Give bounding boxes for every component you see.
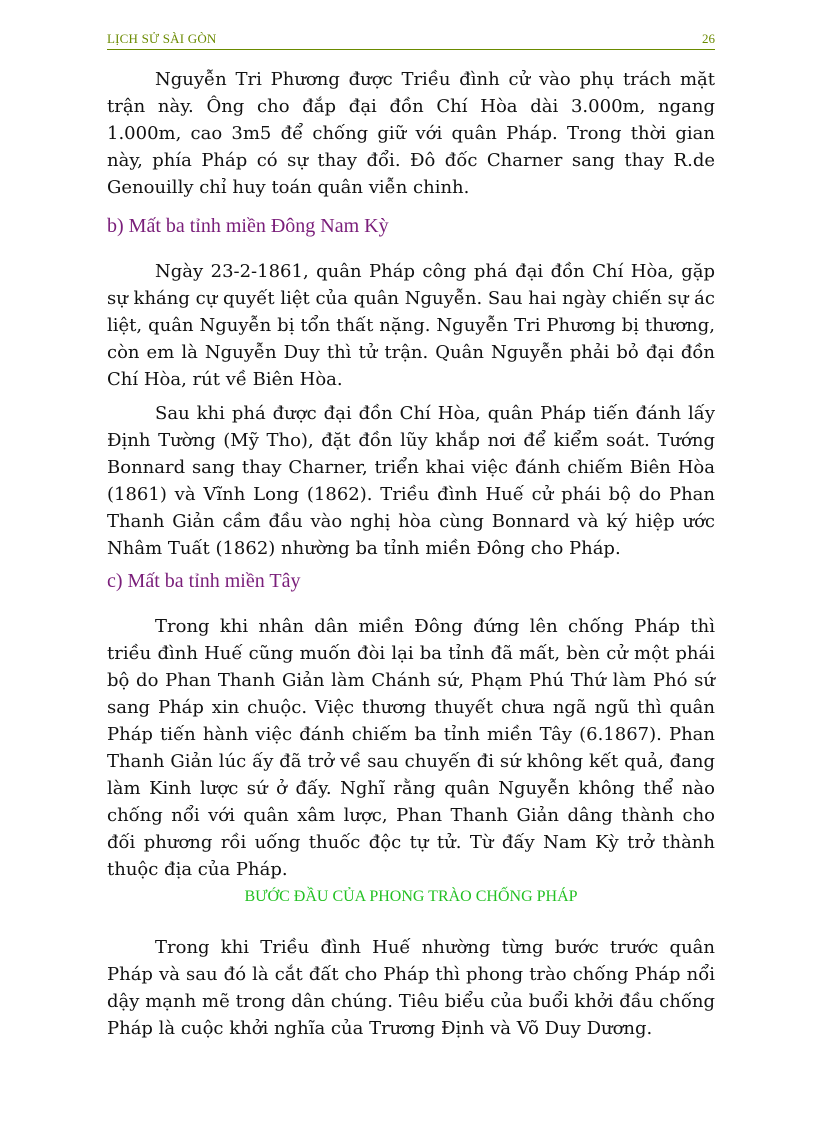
paragraph-mien-tay: Trong khi nhân dân miền Đông đứng lên chống Pháp thì triều đình Huế cũng muốn đòi lại ba tỉnh đã mất, bèn cử một phái bộ do Phan Thanh Giản làm Chánh sứ, Phạm Phú Thứ làm Phó sứ sang Pháp xin chuộc. Việc thương thuyết chưa ngã ngũ thì quân Pháp tiến hành việc đánh chiếm ba tỉnh miền Tây (6.1867). Phan Thanh Giản lúc ấy đã trở về sau chuyến đi sứ không kết quả, đang làm Kinh lược sứ ở đấy. Nghĩ rằng quân Nguyễn không thể nào chống nổi với quân xâm lược, Phan Thanh Giản dâng thành cho đối phương rồi uống thuốc độc tự tử. Từ đấy Nam Kỳ trở thành thuộc địa của Pháp. [107,616,715,880]
section-title: BƯỚC ĐẦU CỦA PHONG TRÀO CHỐNG PHÁP [244,888,578,905]
subheading-b: b) Mất ba tỉnh miền Đông Nam Kỳ [107,215,389,237]
paragraph-dinh-tuong: Sau khi phá được đại đồn Chí Hòa, quân Pháp tiến đánh lấy Định Tường (Mỹ Tho), đặt đồn lũy khắp nơi để kiểm soát. Tướng Bonnard sang thay Charner, triển khai việc đánh chiếm Biên Hòa (1861) và Vĩnh Long (1862). Triều đình Huế cử phái bộ do Phan Thanh Giản cầm đầu vào nghị hòa cùng Bonnard và ký hiệp ước Nhâm Tuất (1862) nhường ba tỉnh miền Đông cho Pháp. [107,403,715,559]
header-title: LỊCH SỬ SÀI GÒN [107,31,217,46]
paragraph-nguyen-tri-phuong: Nguyễn Tri Phương được Triều đình cử vào phụ trách mặt trận này. Ông cho đắp đại đồn Chí Hòa dài 3.000m, ngang 1.000m, cao 3m5 để chống giữ với quân Pháp. Trong thời gian này, phía Pháp có sự thay đổi. Đô đốc Charner sang thay R.de Genouilly chỉ huy toán quân viễn chinh. [107,69,715,198]
running-header [107,31,715,50]
subheading-c: c) Mất ba tỉnh miền Tây [107,570,301,592]
page-number: 26 [702,31,715,46]
paragraph-phong-trao: Trong khi Triều đình Huế nhường từng bước trước quân Pháp và sau đó là cắt đất cho Pháp thì phong trào chống Pháp nổi dậy mạnh mẽ trong dân chúng. Tiêu biểu của buổi khởi đầu chống Pháp là cuộc khởi nghĩa của Trương Định và Võ Duy Dương. [107,937,715,1039]
paragraph-chi-hoa-battle: Ngày 23-2-1861, quân Pháp công phá đại đồn Chí Hòa, gặp sự kháng cự quyết liệt của quân Nguyễn. Sau hai ngày chiến sự ác liệt, quân Nguyễn bị tổn thất nặng. Nguyễn Tri Phương bị thương, còn em là Nguyễn Duy thì tử trận. Quân Nguyễn phải bỏ đại đồn Chí Hòa, rút về Biên Hòa. [107,261,715,390]
